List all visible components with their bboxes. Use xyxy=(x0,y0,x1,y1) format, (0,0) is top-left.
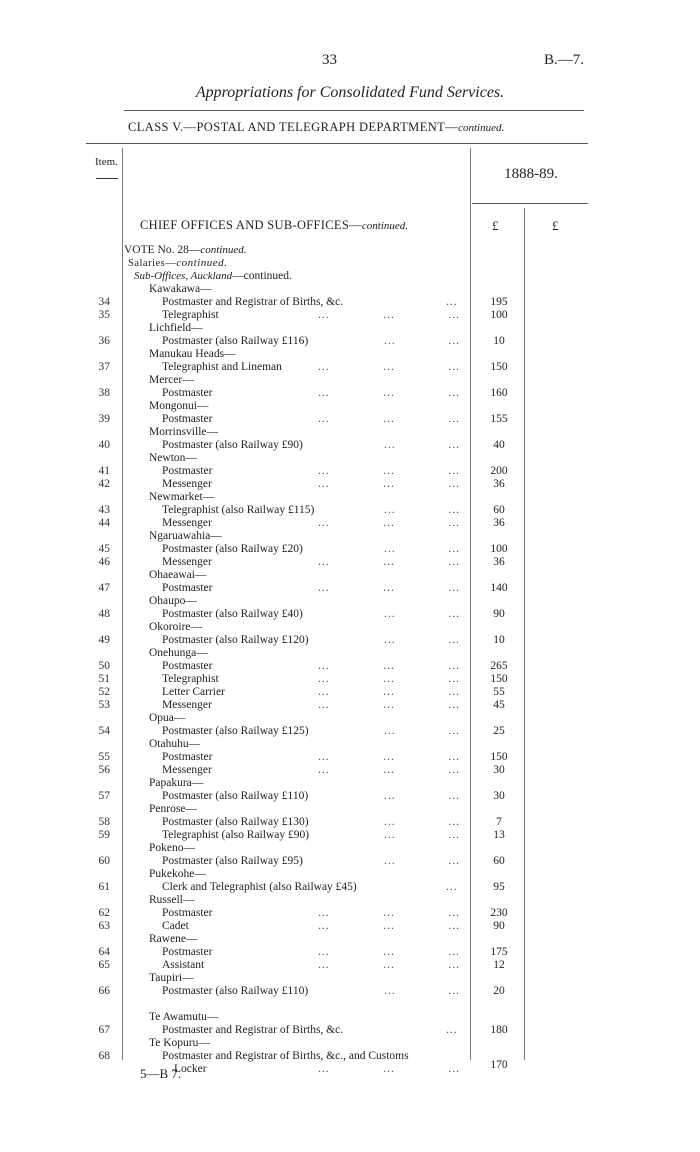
group-name: Mercer— xyxy=(149,374,194,386)
leader-dots: ... ... ... xyxy=(318,764,460,776)
section-heading-main: CHIEF OFFICES AND SUB-OFFICES— xyxy=(140,218,362,232)
page-number: 33 xyxy=(322,52,337,68)
table-row xyxy=(0,478,700,491)
class-heading-main: CLASS V.—POSTAL AND TELEGRAPH DEPARTMENT— xyxy=(128,120,459,134)
group-name: Ohaupo— xyxy=(149,595,197,607)
item-number: 56 xyxy=(98,764,110,776)
section-heading-cont: continued. xyxy=(361,220,409,232)
item-number: 61 xyxy=(98,881,110,893)
item-description: Telegraphist xyxy=(162,673,219,685)
leader-dots: ... ... ... xyxy=(318,751,460,763)
group-name: Manukau Heads— xyxy=(149,348,236,360)
table-row xyxy=(0,816,700,829)
leader-dots: ... ... xyxy=(384,335,460,347)
item-number: 51 xyxy=(98,673,110,685)
table-row xyxy=(0,556,700,569)
item-description: Postmaster and Registrar of Births, &c. xyxy=(162,296,344,308)
item-number: 68 xyxy=(98,1050,110,1062)
year-rule xyxy=(472,203,588,204)
leader-dots: ... ... ... xyxy=(318,556,460,568)
item-number: 54 xyxy=(98,725,110,737)
leader-dots: ... xyxy=(446,1024,458,1036)
table-row xyxy=(0,855,700,868)
item-description: Postmaster xyxy=(162,582,213,594)
item-number: 63 xyxy=(98,920,110,932)
leader-dots: ... ... ... xyxy=(318,699,460,711)
table-row xyxy=(0,686,700,699)
leader-dots: ... ... xyxy=(384,816,460,828)
leader-dots: ... ... ... xyxy=(318,517,460,529)
table-top-rule xyxy=(86,143,588,144)
leader-dots: ... xyxy=(446,881,458,893)
table-row xyxy=(0,1050,700,1063)
group-name: Okoroire— xyxy=(149,621,203,633)
item-description: Postmaster xyxy=(162,660,213,672)
item-number: 58 xyxy=(98,816,110,828)
item-number: 55 xyxy=(98,751,110,763)
item-description: Postmaster (also Railway £116) xyxy=(162,335,309,347)
item-number: 48 xyxy=(98,608,110,620)
item-description: Messenger xyxy=(162,478,212,490)
item-number: 38 xyxy=(98,387,110,399)
page-title: Appropriations for Consolidated Fund Services. xyxy=(195,84,505,101)
table-row xyxy=(0,634,700,647)
currency-symbol-items: £ xyxy=(492,218,499,233)
item-amount: 150 xyxy=(490,361,508,373)
item-description: Telegraphist (also Railway £90) xyxy=(162,829,310,841)
item-amount: 30 xyxy=(493,764,505,776)
table-row xyxy=(0,660,700,673)
item-amount: 60 xyxy=(493,504,505,516)
leader-dots: ... ... ... xyxy=(318,361,460,373)
vote-heading xyxy=(124,244,246,256)
group-name: Ohaeawai— xyxy=(149,569,207,581)
item-number: 64 xyxy=(98,946,110,958)
vote-cont: continued. xyxy=(200,244,247,256)
item-label-underline xyxy=(96,178,118,179)
table-row xyxy=(0,673,700,686)
item-number: 40 xyxy=(98,439,110,451)
item-amount: 12 xyxy=(493,959,505,971)
item-amount: 36 xyxy=(493,517,505,529)
table-row xyxy=(0,439,700,452)
group-name: Russell— xyxy=(149,894,195,906)
item-amount: 10 xyxy=(493,335,505,347)
item-amount: 20 xyxy=(493,985,505,997)
group-name: Mongonui— xyxy=(149,400,209,412)
item-description: Postmaster xyxy=(162,907,213,919)
leader-dots: ... ... ... xyxy=(318,946,460,958)
class-heading xyxy=(128,120,504,135)
item-description: Postmaster (also Railway £110) xyxy=(162,790,309,802)
table-row xyxy=(0,413,700,426)
title-rule xyxy=(124,110,584,111)
leader-dots: ... xyxy=(446,296,458,308)
table-row xyxy=(0,790,700,803)
item-amount: 200 xyxy=(490,465,508,477)
vote-main: VOTE No. 28— xyxy=(124,244,201,256)
item-amount: 140 xyxy=(490,582,508,594)
item-description: Postmaster and Registrar of Births, &c., and Customs xyxy=(162,1050,409,1062)
item-amount: 36 xyxy=(493,478,505,490)
item-amount: 30 xyxy=(493,790,505,802)
item-description: Postmaster (also Railway £40) xyxy=(162,608,303,620)
item-description: Telegraphist (also Railway £115) xyxy=(162,504,315,516)
table-row xyxy=(0,829,700,842)
item-number: 35 xyxy=(98,309,110,321)
item-amount: 90 xyxy=(493,608,505,620)
item-number: 53 xyxy=(98,699,110,711)
item-amount: 40 xyxy=(493,439,505,451)
table-row xyxy=(0,517,700,530)
leader-dots: ... ... xyxy=(384,504,460,516)
section-heading xyxy=(140,218,408,233)
item-amount: 45 xyxy=(493,699,505,711)
group-name: Kawakawa— xyxy=(149,283,212,295)
item-amount: 180 xyxy=(490,1024,508,1036)
item-description: Messenger xyxy=(162,699,212,711)
table-row xyxy=(0,881,700,894)
leader-dots: ... ... ... xyxy=(318,387,460,399)
leader-dots: ... ... ... xyxy=(318,413,460,425)
item-number: 50 xyxy=(98,660,110,672)
table-row xyxy=(0,985,700,998)
group-name: Papakura— xyxy=(149,777,204,789)
item-description: Postmaster (also Railway £20) xyxy=(162,543,303,555)
item-amount: 175 xyxy=(490,946,508,958)
item-number: 65 xyxy=(98,959,110,971)
group-name: Ngaruawahia— xyxy=(149,530,222,542)
item-description: Postmaster (also Railway £125) xyxy=(162,725,309,737)
item-description: Letter Carrier xyxy=(162,686,225,698)
table-row xyxy=(0,543,700,556)
item-amount: 230 xyxy=(490,907,508,919)
item-amount: 13 xyxy=(493,829,505,841)
item-description: Assistant xyxy=(162,959,205,971)
item-number: 34 xyxy=(98,296,110,308)
sub-offices-main: Sub-Offices, Auckland xyxy=(134,270,233,282)
leader-dots: ... ... ... xyxy=(318,660,460,672)
item-description: Postmaster and Registrar of Births, &c. xyxy=(162,1024,344,1036)
item-number: 36 xyxy=(98,335,110,347)
group-name: Newmarket— xyxy=(149,491,215,503)
salaries-main: Salaries— xyxy=(128,258,177,269)
item-column-label: Item. xyxy=(95,156,118,168)
group-name: Te Awamutu— xyxy=(149,1011,219,1023)
table-row xyxy=(0,335,700,348)
table-row xyxy=(0,751,700,764)
group-name: Pukekohe— xyxy=(149,868,206,880)
item-description: Postmaster xyxy=(162,387,213,399)
year-heading: 1888-89. xyxy=(504,166,558,182)
item-number: 43 xyxy=(98,504,110,516)
leader-dots: ... ... xyxy=(384,608,460,620)
item-number: 62 xyxy=(98,907,110,919)
table-row xyxy=(0,582,700,595)
item-amount: 25 xyxy=(493,725,505,737)
leader-dots: ... ... ... xyxy=(318,686,460,698)
item-amount: 155 xyxy=(490,413,508,425)
salaries-heading xyxy=(128,257,227,269)
item-description: Messenger xyxy=(162,764,212,776)
item-number: 66 xyxy=(98,985,110,997)
group-name: Pokeno— xyxy=(149,842,195,854)
item-number: 49 xyxy=(98,634,110,646)
leader-dots: ... ... xyxy=(384,855,460,867)
leader-dots: ... ... ... xyxy=(318,309,460,321)
item-amount: 265 xyxy=(490,660,508,672)
item-description: Telegraphist and Lineman xyxy=(162,361,282,373)
group-name: Taupiri— xyxy=(149,972,194,984)
table-row xyxy=(0,920,700,933)
sub-offices-cont: —continued. xyxy=(232,270,292,282)
class-heading-cont: continued. xyxy=(458,122,505,134)
leader-dots: ... ... ... xyxy=(318,478,460,490)
leader-dots: ... ... xyxy=(384,634,460,646)
group-name: Lichfield— xyxy=(149,322,203,334)
salaries-cont: continued. xyxy=(176,257,228,269)
item-amount: 90 xyxy=(493,920,505,932)
table-row xyxy=(0,465,700,478)
item-description: Postmaster (also Railway £130) xyxy=(162,816,309,828)
leader-dots: ... ... xyxy=(384,790,460,802)
item-amount: 170 xyxy=(490,1059,508,1071)
item-number: 59 xyxy=(98,829,110,841)
table-row xyxy=(0,725,700,738)
item-number: 46 xyxy=(98,556,110,568)
leader-dots: ... ... ... xyxy=(318,1063,460,1075)
leader-dots: ... ... xyxy=(384,439,460,451)
item-number: 41 xyxy=(98,465,110,477)
leader-dots: ... ... xyxy=(384,985,460,997)
table-row xyxy=(0,296,700,309)
table-row xyxy=(0,907,700,920)
item-number: 67 xyxy=(98,1024,110,1036)
footer-signature: 5—B 7. xyxy=(140,1066,182,1081)
item-description: Telegraphist xyxy=(162,309,219,321)
sub-offices-heading xyxy=(134,270,292,282)
item-description: Messenger xyxy=(162,517,212,529)
leader-dots: ... ... xyxy=(384,543,460,555)
item-number: 60 xyxy=(98,855,110,867)
table-row xyxy=(0,764,700,777)
table-row xyxy=(0,309,700,322)
item-description: Postmaster (also Railway £120) xyxy=(162,634,309,646)
item-description: Clerk and Telegraphist (also Railway £45) xyxy=(162,881,357,893)
item-amount: 36 xyxy=(493,556,505,568)
item-amount: 150 xyxy=(490,673,508,685)
item-description: Postmaster (also Railway £95) xyxy=(162,855,303,867)
item-number: 45 xyxy=(98,543,110,555)
item-number: 47 xyxy=(98,582,110,594)
group-name: Morrinsville— xyxy=(149,426,218,438)
item-description: Postmaster xyxy=(162,413,213,425)
item-number: 57 xyxy=(98,790,110,802)
table-row xyxy=(0,387,700,400)
item-amount: 150 xyxy=(490,751,508,763)
item-description: Postmaster xyxy=(162,751,213,763)
leader-dots: ... ... xyxy=(384,725,460,737)
table-row-continuation xyxy=(0,1059,700,1076)
table-row xyxy=(0,361,700,374)
item-amount: 160 xyxy=(490,387,508,399)
document-code: B.—7. xyxy=(544,52,585,68)
item-description: Cadet xyxy=(162,920,189,932)
item-description: Messenger xyxy=(162,556,212,568)
table-row xyxy=(0,504,700,517)
item-amount: 60 xyxy=(493,855,505,867)
leader-dots: ... ... xyxy=(384,829,460,841)
leader-dots: ... ... ... xyxy=(318,582,460,594)
item-number: 44 xyxy=(98,517,110,529)
group-name: Opua— xyxy=(149,712,186,724)
group-name: Penrose— xyxy=(149,803,197,815)
leader-dots: ... ... ... xyxy=(318,673,460,685)
item-number: 52 xyxy=(98,686,110,698)
leader-dots: ... ... ... xyxy=(318,465,460,477)
item-number: 42 xyxy=(98,478,110,490)
currency-symbol-total: £ xyxy=(552,218,559,233)
item-amount: 10 xyxy=(493,634,505,646)
item-amount: 7 xyxy=(496,816,502,828)
item-description: Postmaster (also Railway £110) xyxy=(162,985,309,997)
leader-dots: ... ... ... xyxy=(318,907,460,919)
group-name: Rawene— xyxy=(149,933,198,945)
leader-dots: ... ... ... xyxy=(318,959,460,971)
item-amount: 100 xyxy=(490,543,508,555)
item-description: Postmaster (also Railway £90) xyxy=(162,439,303,451)
table-row xyxy=(0,608,700,621)
table-row xyxy=(0,699,700,712)
item-number: 37 xyxy=(98,361,110,373)
group-name: Te Kopuru— xyxy=(149,1037,210,1049)
group-name: Otahuhu— xyxy=(149,738,201,750)
item-number: 39 xyxy=(98,413,110,425)
item-amount: 95 xyxy=(493,881,505,893)
item-description-continuation: Locker xyxy=(174,1063,207,1075)
group-name: Onehunga— xyxy=(149,647,208,659)
table-row xyxy=(0,1024,700,1037)
table-row xyxy=(0,959,700,972)
leader-dots: ... ... ... xyxy=(318,920,460,932)
item-amount: 100 xyxy=(490,309,508,321)
group-name: Newton— xyxy=(149,452,197,464)
item-amount: 195 xyxy=(490,296,508,308)
item-description: Postmaster xyxy=(162,946,213,958)
item-amount: 55 xyxy=(493,686,505,698)
item-description: Postmaster xyxy=(162,465,213,477)
table-row xyxy=(0,946,700,959)
